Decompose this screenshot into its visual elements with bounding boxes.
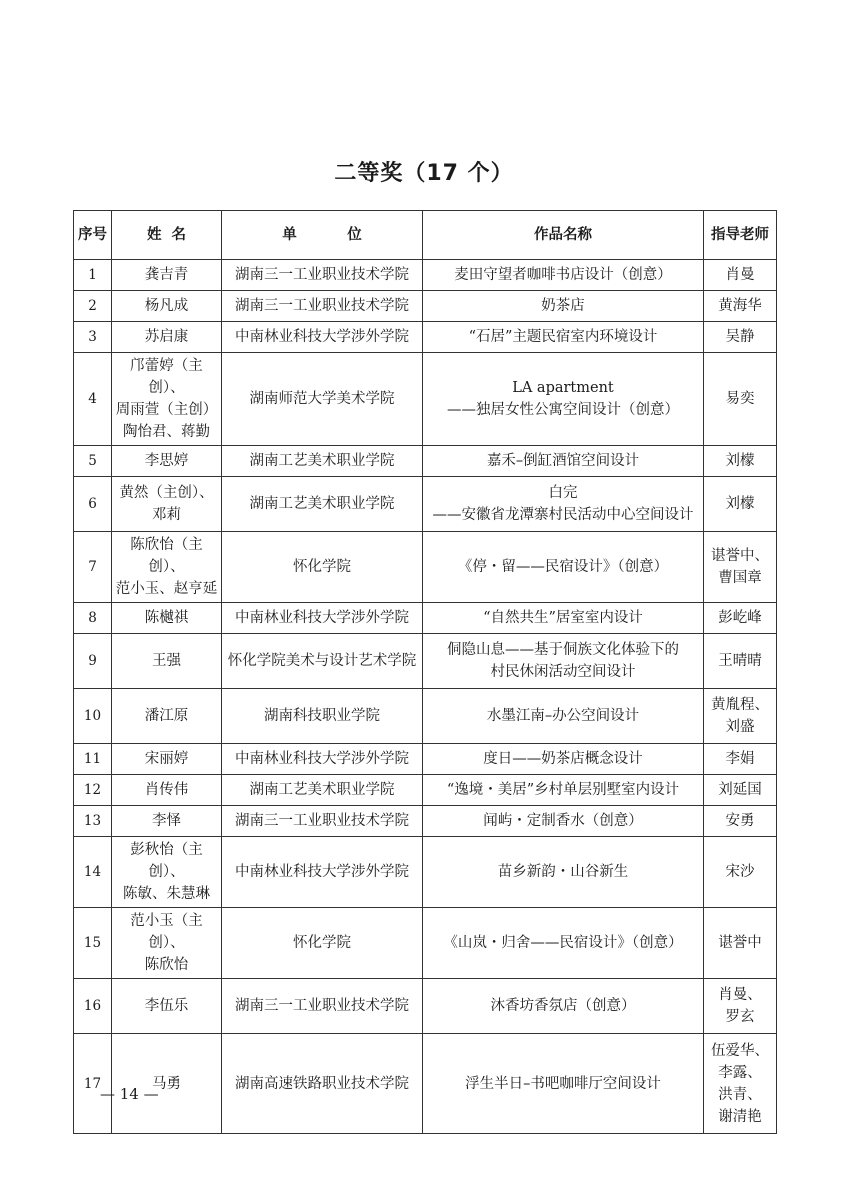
cell-teacher	[704, 634, 777, 689]
cell-teacher	[704, 260, 777, 291]
cell-name	[112, 979, 222, 1034]
cell-no-text: 13	[83, 813, 102, 829]
cell-no-text: 17	[83, 1075, 102, 1092]
cell-unit-text: 湖南高速铁路职业技术学院	[235, 1075, 409, 1092]
header-work: 作品名称	[423, 211, 704, 260]
cell-name-text: 李思婷	[144, 453, 189, 469]
cell-teacher-text: 肖曼	[725, 267, 755, 283]
cell-name	[112, 477, 222, 532]
header-unit: 单 位	[222, 211, 423, 260]
cell-name-text: 龚吉青	[144, 267, 189, 283]
cell-name	[112, 532, 222, 603]
cell-unit-text: 怀化学院美术与设计艺术学院	[227, 653, 417, 669]
awards-table	[73, 210, 777, 1134]
cell-work-text: 苗乡新韵・山谷新生	[497, 864, 629, 880]
cell-name-text: 彭秋怡（主创）、 陈敏、朱慧琳	[123, 842, 210, 902]
cell-teacher-text: 李娟	[725, 751, 755, 767]
cell-unit-text: 中南林业科技大学涉外学院	[235, 751, 409, 767]
cell-unit	[222, 353, 423, 446]
cell-teacher-text: 黄海华	[718, 298, 762, 314]
cell-teacher-text: 刘檬	[725, 453, 755, 469]
table-row	[74, 689, 777, 744]
cell-name	[112, 689, 222, 744]
cell-work-text: 闻屿・定制香水（创意）	[483, 813, 643, 829]
cell-unit-text: 湖南三一工业职业技术学院	[235, 998, 409, 1014]
table-row	[74, 775, 777, 806]
cell-teacher	[704, 353, 777, 446]
cell-no-text: 10	[83, 708, 102, 724]
cell-name-text: 苏启康	[144, 329, 189, 345]
cell-no-text: 12	[83, 782, 102, 798]
cell-unit-text: 湖南三一工业职业技术学院	[235, 813, 409, 829]
table-row	[74, 322, 777, 353]
cell-no-text: 7	[88, 559, 97, 575]
cell-name	[112, 775, 222, 806]
table-header-row	[74, 211, 777, 260]
cell-unit-text: 怀化学院	[293, 935, 351, 951]
cell-no	[74, 291, 112, 322]
cell-unit	[222, 477, 423, 532]
cell-no	[74, 532, 112, 603]
cell-unit	[222, 979, 423, 1034]
cell-no	[74, 322, 112, 353]
cell-work	[423, 908, 704, 979]
cell-teacher-text: 易奕	[725, 391, 755, 407]
cell-unit-text: 湖南三一工业职业技术学院	[235, 298, 409, 314]
cell-no	[74, 260, 112, 291]
cell-name	[112, 806, 222, 837]
cell-teacher	[704, 532, 777, 603]
cell-work	[423, 634, 704, 689]
cell-unit	[222, 744, 423, 775]
cell-work	[423, 322, 704, 353]
cell-teacher-text: 彭屹峰	[718, 610, 762, 626]
page-title: 二等奖（17 个）	[334, 161, 514, 186]
cell-work-text: 奶茶店	[541, 298, 585, 314]
cell-teacher	[704, 322, 777, 353]
cell-no	[74, 806, 112, 837]
cell-work-text: 水墨江南–办公空间设计	[486, 708, 640, 724]
cell-unit	[222, 634, 423, 689]
cell-name	[112, 322, 222, 353]
cell-work	[423, 603, 704, 634]
table-row	[74, 806, 777, 837]
cell-name-text: 范小玉（主创）、 陈欣怡	[130, 913, 203, 973]
cell-work	[423, 477, 704, 532]
cell-name-text: 邝蕾婷（主创）、 周雨萱（主创） 陶怡君、蒋勤	[115, 358, 218, 440]
cell-work	[423, 744, 704, 775]
table-row	[74, 837, 777, 908]
cell-work	[423, 353, 704, 446]
cell-no-text: 1	[88, 267, 97, 283]
cell-work-text: 侗隐山息——基于侗族文化体验下的 村民休闲活动空间设计	[447, 642, 679, 680]
cell-name	[112, 908, 222, 979]
cell-unit-text: 湖南三一工业职业技术学院	[235, 267, 409, 283]
cell-work	[423, 1034, 704, 1134]
table-row	[74, 291, 777, 322]
cell-work-text: 嘉禾–倒缸酒馆空间设计	[486, 453, 640, 469]
cell-work-text: “逸境・美居”乡村单层别墅室内设计	[446, 782, 680, 798]
cell-no	[74, 353, 112, 446]
cell-unit	[222, 908, 423, 979]
header-name: 姓 名	[112, 211, 222, 260]
cell-unit	[222, 260, 423, 291]
table-row	[74, 908, 777, 979]
cell-unit	[222, 689, 423, 744]
table-row	[74, 260, 777, 291]
table-row	[74, 446, 777, 477]
cell-teacher-text: 吴静	[725, 329, 755, 345]
cell-name	[112, 634, 222, 689]
cell-work	[423, 260, 704, 291]
cell-unit-text: 怀化学院	[293, 559, 351, 575]
cell-work-text: LA apartment ——独居女性公寓空间设计（创意）	[447, 380, 679, 418]
cell-work	[423, 979, 704, 1034]
table-body	[74, 260, 777, 1134]
cell-unit	[222, 291, 423, 322]
cell-unit	[222, 532, 423, 603]
cell-name-text: 马勇	[152, 1075, 181, 1092]
cell-no	[74, 744, 112, 775]
cell-unit-text: 湖南工艺美术职业学院	[249, 453, 395, 469]
cell-teacher-text: 肖曼、 罗玄	[718, 987, 762, 1025]
cell-work	[423, 291, 704, 322]
cell-work-text: 度日——奶茶店概念设计	[483, 751, 643, 767]
cell-unit	[222, 775, 423, 806]
cell-work-text: 《山岚・归舍——民宿设计》（创意）	[443, 935, 683, 951]
cell-name-text: 陈欣怡（主创）、 范小玉、赵亨延	[115, 537, 218, 597]
cell-no-text: 2	[88, 298, 97, 314]
cell-teacher	[704, 744, 777, 775]
header-no: 序号	[74, 211, 112, 260]
cell-teacher-text: 谌誉中	[718, 935, 762, 951]
cell-no	[74, 634, 112, 689]
cell-teacher-text: 宋沙	[725, 864, 755, 880]
cell-unit-text: 中南林业科技大学涉外学院	[235, 329, 409, 345]
cell-teacher	[704, 775, 777, 806]
cell-name	[112, 1034, 222, 1134]
cell-no-text: 6	[88, 496, 97, 512]
cell-unit	[222, 837, 423, 908]
cell-unit	[222, 322, 423, 353]
cell-no-text: 5	[88, 453, 97, 469]
cell-teacher-text: 安勇	[725, 813, 755, 829]
header-teacher: 指导老师	[704, 211, 777, 260]
cell-unit-text: 湖南师范大学美术学院	[249, 391, 395, 407]
cell-teacher-text: 刘檬	[725, 496, 755, 512]
cell-name	[112, 744, 222, 775]
cell-teacher-text: 谌誉中、 曹国章	[711, 548, 769, 586]
cell-name-text: 潘江原	[144, 708, 189, 724]
cell-name	[112, 291, 222, 322]
cell-teacher-text: 刘延国	[718, 782, 762, 798]
cell-work-text: 麦田守望者咖啡书店设计（创意）	[454, 267, 672, 283]
cell-teacher	[704, 979, 777, 1034]
cell-name	[112, 603, 222, 634]
cell-teacher	[704, 689, 777, 744]
cell-unit-text: 湖南工艺美术职业学院	[249, 782, 395, 798]
cell-unit	[222, 806, 423, 837]
cell-no-text: 14	[83, 864, 102, 880]
cell-name	[112, 446, 222, 477]
cell-work	[423, 689, 704, 744]
table-row	[74, 634, 777, 689]
cell-name-text: 王强	[152, 653, 181, 669]
table-row	[74, 744, 777, 775]
cell-no-text: 4	[88, 391, 97, 407]
cell-work-text: 沐香坊香氛店（创意）	[490, 998, 636, 1014]
cell-name	[112, 837, 222, 908]
cell-unit-text: 中南林业科技大学涉外学院	[235, 864, 409, 880]
cell-work	[423, 532, 704, 603]
cell-unit	[222, 446, 423, 477]
cell-no	[74, 1034, 112, 1134]
cell-teacher	[704, 806, 777, 837]
cell-name-text: 陈樾祺	[144, 610, 189, 626]
cell-no	[74, 477, 112, 532]
cell-no-text: 11	[83, 751, 102, 767]
cell-work	[423, 775, 704, 806]
cell-teacher	[704, 477, 777, 532]
cell-name-text: 李伍乐	[144, 998, 189, 1014]
cell-unit-text: 湖南科技职业学院	[264, 708, 380, 724]
cell-teacher-text: 伍爱华、 李露、 洪青、 谢清艳	[711, 1042, 769, 1125]
cell-name	[112, 260, 222, 291]
cell-work-text: 白完 ——安徽省龙潭寨村民活动中心空间设计	[432, 485, 694, 523]
cell-no	[74, 979, 112, 1034]
cell-teacher	[704, 603, 777, 634]
cell-no-text: 16	[83, 998, 102, 1014]
cell-teacher	[704, 446, 777, 477]
table-row	[74, 1034, 777, 1134]
cell-work-text: 《停・留——民宿设计》（创意）	[457, 559, 669, 575]
cell-teacher	[704, 908, 777, 979]
cell-teacher-text: 黄胤程、 刘盛	[711, 697, 769, 735]
cell-work	[423, 837, 704, 908]
table-row	[74, 353, 777, 446]
table-row	[74, 477, 777, 532]
cell-teacher	[704, 837, 777, 908]
cell-unit	[222, 603, 423, 634]
cell-no-text: 15	[83, 935, 102, 951]
cell-name-text: 杨凡成	[144, 298, 189, 314]
cell-name	[112, 353, 222, 446]
cell-work	[423, 446, 704, 477]
cell-name-text: 黄然（主创）、 邓莉	[119, 485, 214, 523]
table-row	[74, 979, 777, 1034]
cell-name-text: 李怿	[152, 813, 181, 829]
table-row	[74, 532, 777, 603]
page-number: — 14 —	[100, 1085, 159, 1103]
cell-no-text: 9	[88, 653, 97, 669]
cell-no	[74, 689, 112, 744]
cell-no	[74, 775, 112, 806]
cell-no	[74, 908, 112, 979]
cell-no-text: 3	[88, 329, 97, 345]
cell-work	[423, 806, 704, 837]
cell-no	[74, 446, 112, 477]
cell-teacher-text: 王晴晴	[718, 653, 762, 669]
cell-work-text: 浮生半日–书吧咖啡厅空间设计	[465, 1075, 661, 1092]
cell-no	[74, 837, 112, 908]
cell-no-text: 8	[88, 610, 97, 626]
cell-work-text: “自然共生”居室室内设计	[483, 610, 643, 626]
cell-work-text: “石居”主题民宿室内环境设计	[468, 329, 658, 345]
cell-name-text: 宋丽婷	[144, 751, 189, 767]
cell-unit	[222, 1034, 423, 1134]
cell-name-text: 肖传伟	[144, 782, 189, 798]
cell-unit-text: 湖南工艺美术职业学院	[249, 496, 395, 512]
cell-teacher	[704, 1034, 777, 1134]
cell-unit-text: 中南林业科技大学涉外学院	[235, 610, 409, 626]
cell-no	[74, 603, 112, 634]
cell-teacher	[704, 291, 777, 322]
table-row	[74, 603, 777, 634]
